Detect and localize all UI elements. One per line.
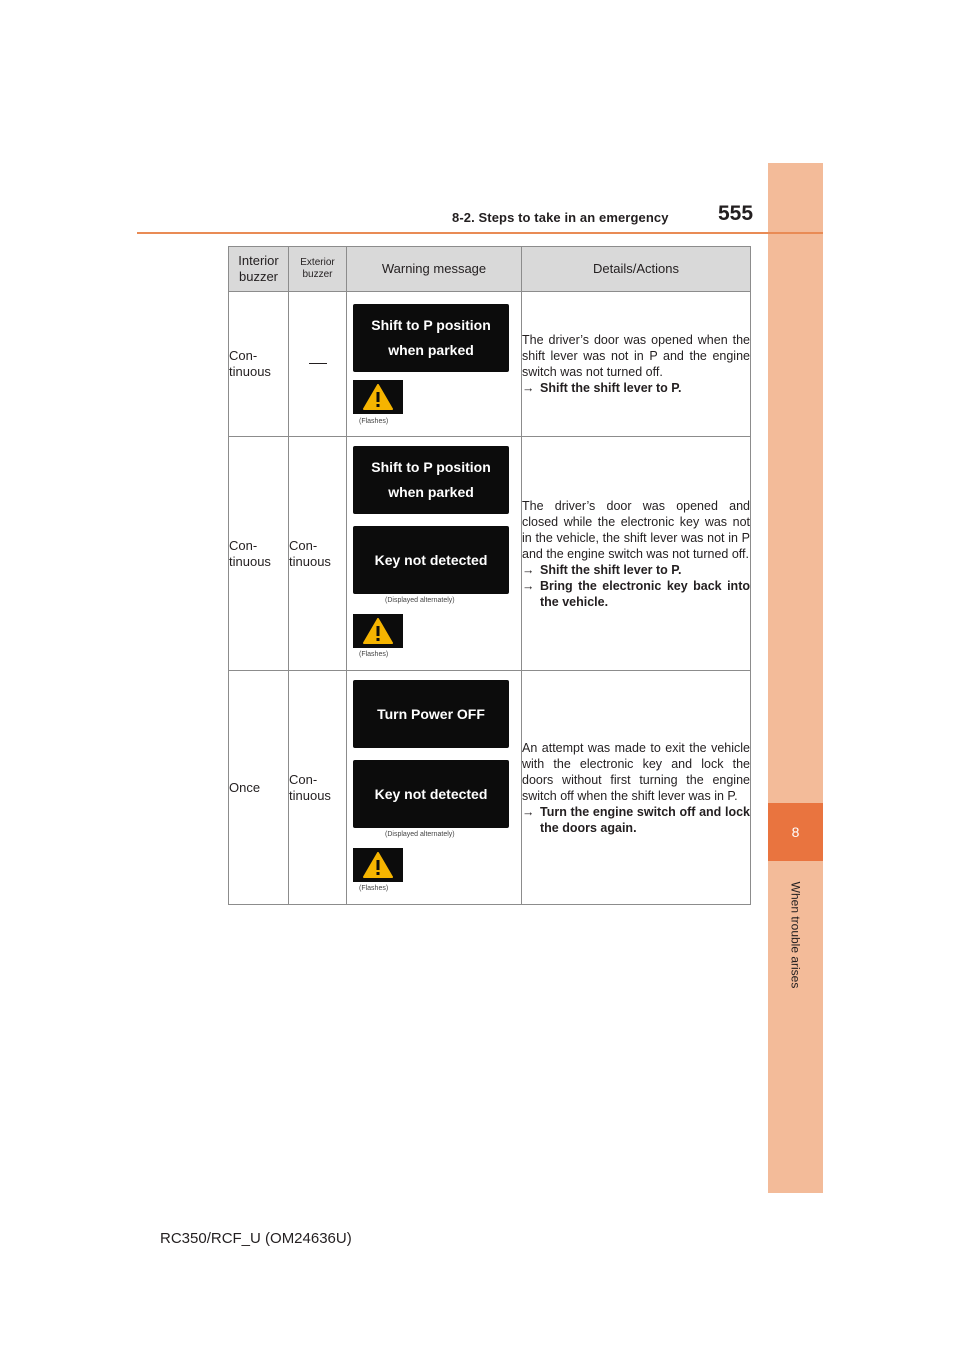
warning-table <box>228 246 751 905</box>
details-cell <box>522 292 751 437</box>
action-item: → Shift the shift lever to P. <box>522 562 682 577</box>
exterior-buzzer-cell: Con- tinuous <box>289 437 347 671</box>
exterior-buzzer-cell: Con- tinuous <box>289 671 347 905</box>
action-item: → Turn the engine switch off and lock the doors again. <box>522 804 750 835</box>
details-text: An attempt was made to exit the vehicle with the electronic key and lock the doors without first turning the engine switch off when the shift lever was in P. <box>522 740 750 803</box>
footer-model-code: RC350/RCF_U (OM24636U) <box>160 1230 352 1247</box>
details-cell <box>522 437 751 671</box>
flash-caption: (Flashes) <box>359 418 389 425</box>
table-header-row <box>229 247 751 292</box>
warning-message-cell <box>347 292 522 437</box>
chapter-title: When trouble arises <box>788 881 803 989</box>
flash-caption: (Flashes) <box>359 651 389 658</box>
flash-caption: (Flashes) <box>359 885 389 892</box>
header-interior-buzzer: Interior buzzer <box>229 247 289 292</box>
exterior-buzzer-cell <box>289 292 347 437</box>
details-text: The driver’s door was opened and closed while the electronic key was not in the vehicle, the shift lever was not in P and the engine switch was not turned off. <box>522 498 750 561</box>
alternate-caption: (Displayed alternately) <box>385 831 455 838</box>
warning-triangle-icon <box>353 380 403 414</box>
action-item: → Shift the shift lever to P. <box>522 381 682 395</box>
warning-triangle-icon <box>353 848 403 882</box>
display-message: Shift to P position when parked <box>353 446 509 514</box>
warning-message-cell <box>347 437 522 671</box>
interior-buzzer-cell: Once <box>229 671 289 905</box>
table-row <box>229 437 751 671</box>
header-rule <box>137 232 823 234</box>
chapter-number-badge <box>768 803 823 861</box>
warning-triangle-icon <box>353 614 403 648</box>
warning-message-cell <box>347 671 522 905</box>
section-title: 8-2. Steps to take in an emergency <box>452 210 669 225</box>
chapter-side-tab <box>768 163 823 1193</box>
header-warning-message: Warning message <box>347 247 522 292</box>
table-row <box>229 292 751 437</box>
action-item: → Bring the electronic key back into the vehicle. <box>522 578 750 609</box>
chapter-title-vertical <box>768 870 823 1000</box>
chapter-number: 8 <box>791 824 800 840</box>
interior-buzzer-cell: Con- tinuous <box>229 437 289 671</box>
header-exterior-buzzer: Exterior buzzer <box>289 247 347 292</box>
table-row <box>229 671 751 905</box>
interior-buzzer-cell: Con- tinuous <box>229 292 289 437</box>
display-message: Key not detected <box>353 760 509 828</box>
details-text: The driver’s door was opened when the shift lever was not in P and the engine switch was not turned off. <box>522 333 750 379</box>
alternate-caption: (Displayed alternately) <box>385 597 455 604</box>
display-message: Shift to P position when parked <box>353 304 509 372</box>
page-number: 555 <box>718 202 754 225</box>
display-message: Key not detected <box>353 526 509 594</box>
dash-mark <box>309 363 327 364</box>
display-message: Turn Power OFF <box>353 680 509 748</box>
header-details-actions: Details/Actions <box>522 247 751 292</box>
details-cell <box>522 671 751 905</box>
